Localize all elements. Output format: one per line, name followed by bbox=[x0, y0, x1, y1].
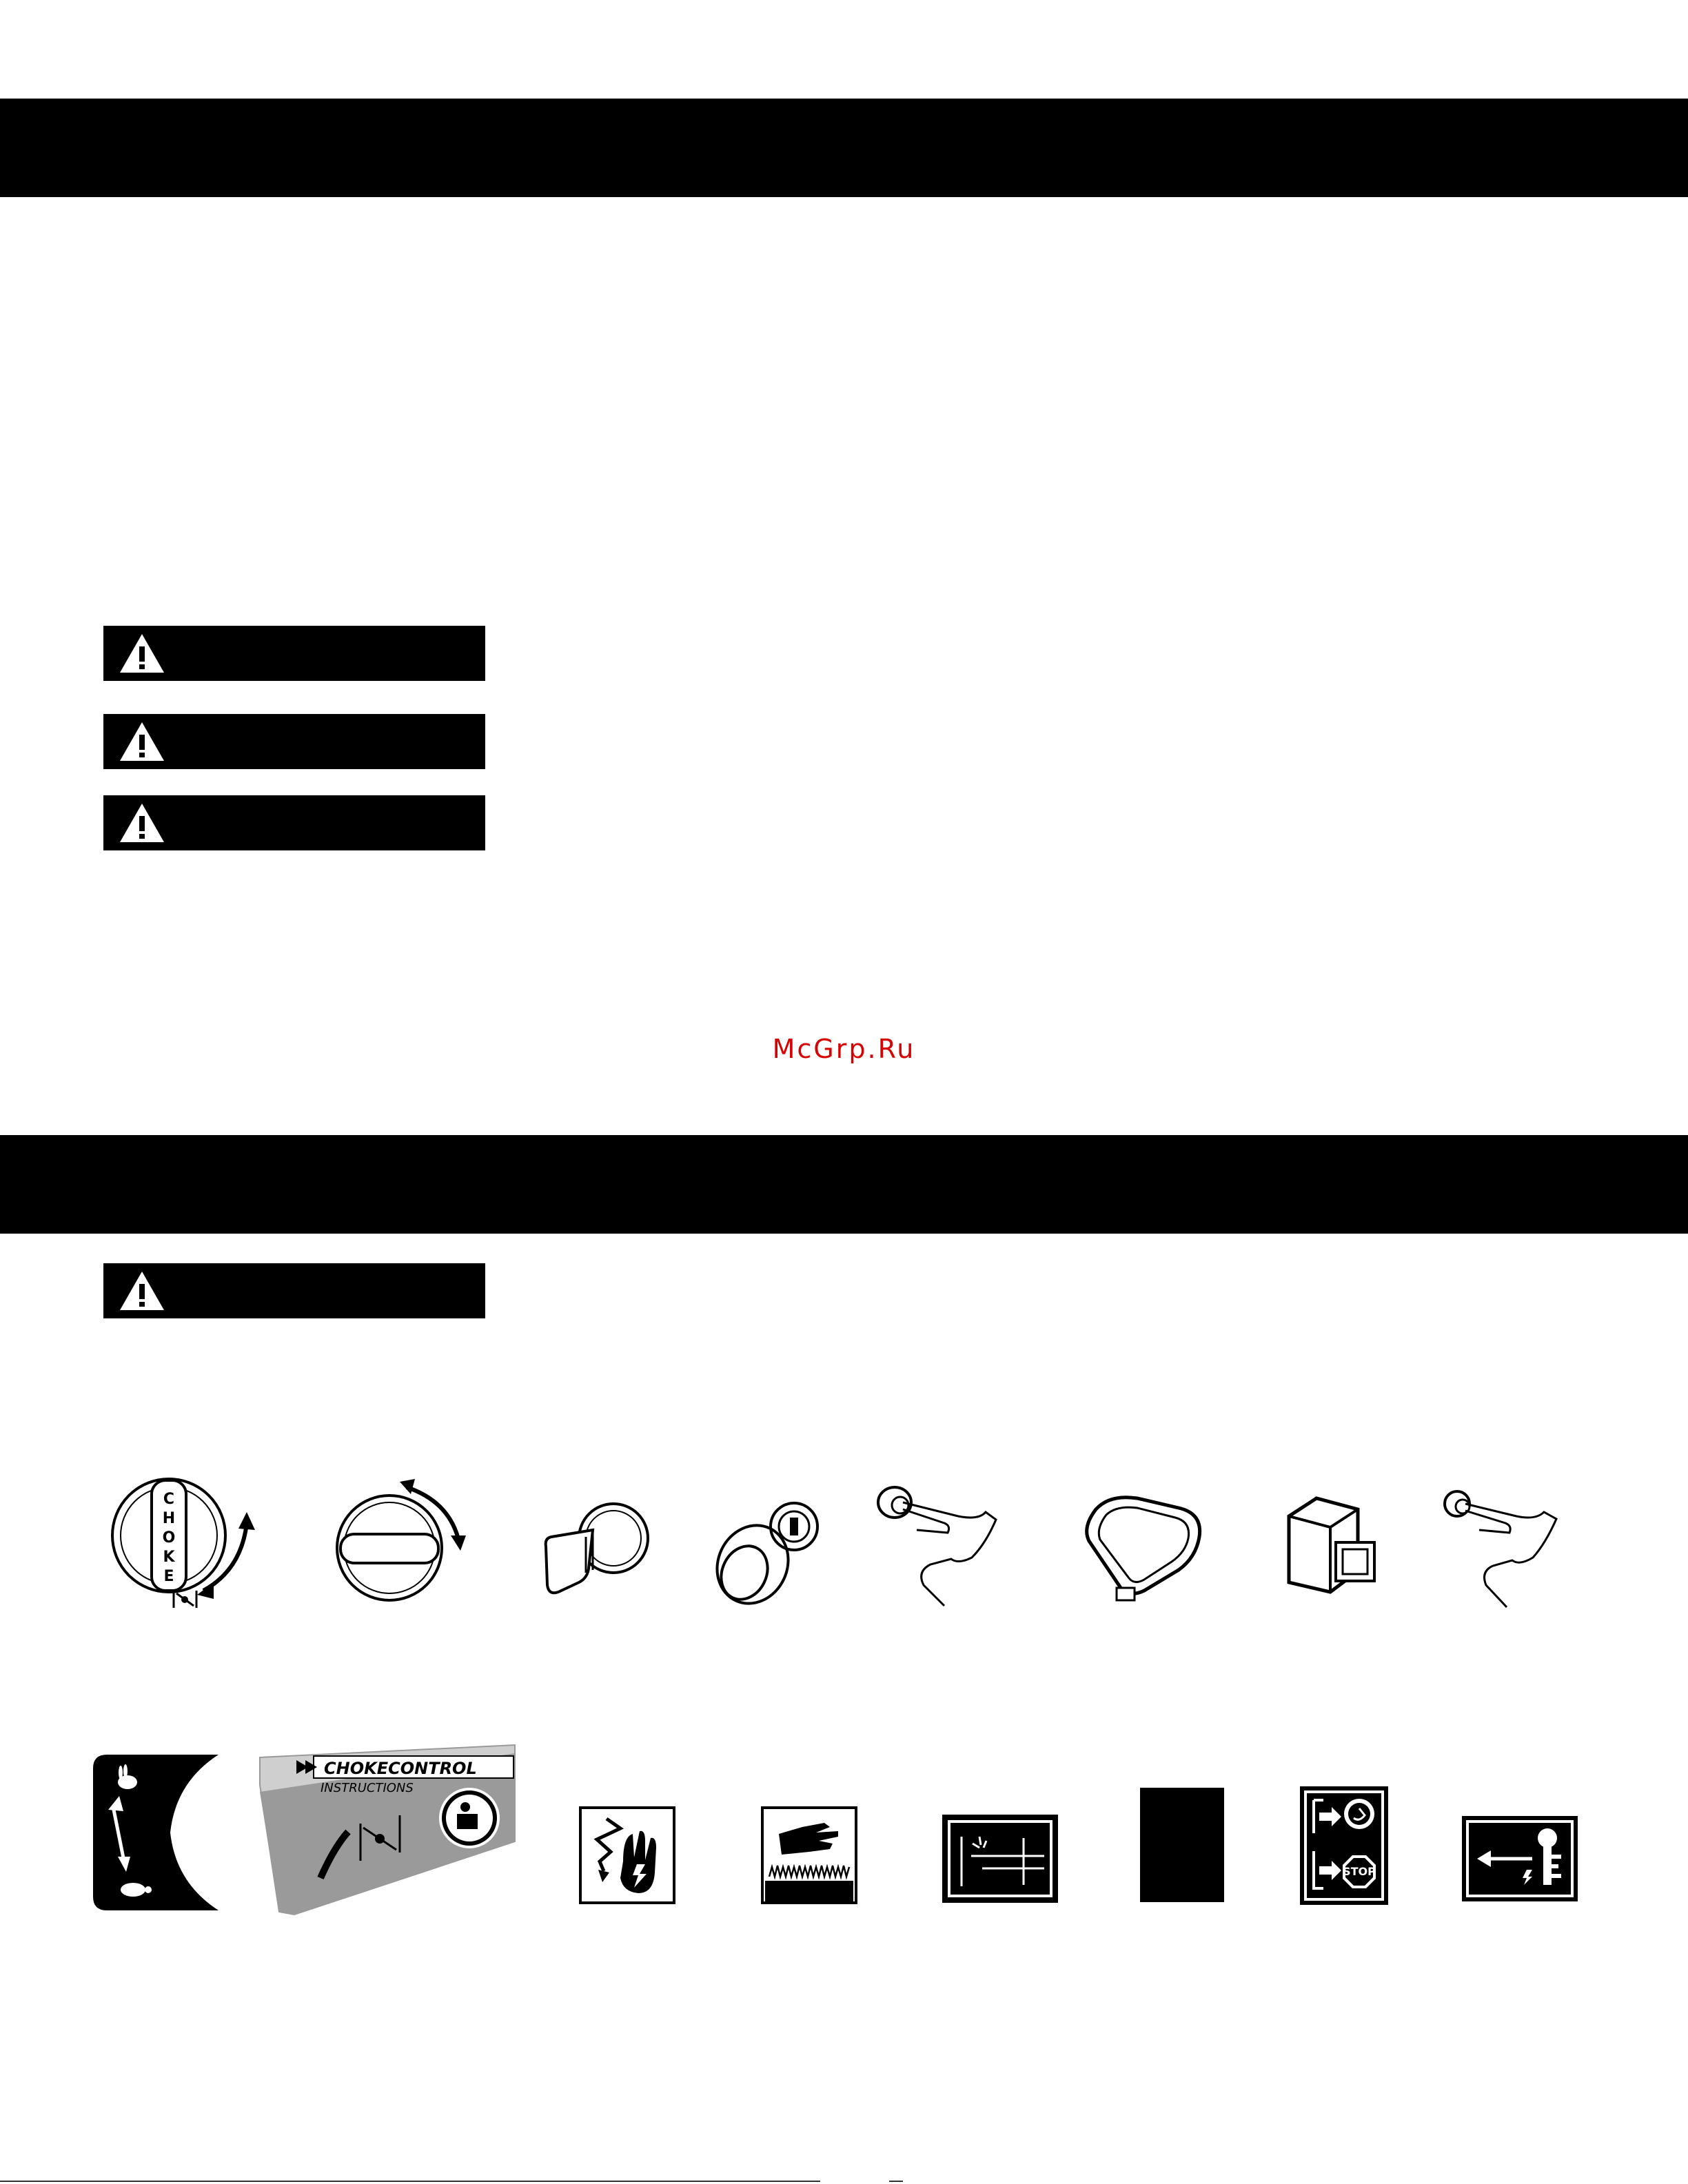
throttle-decal-icon bbox=[93, 1755, 224, 1910]
starter-handle-icon bbox=[1075, 1489, 1213, 1606]
warning-triangle-icon bbox=[117, 631, 167, 675]
outlet-plug-icon bbox=[1275, 1489, 1385, 1606]
black-decal bbox=[1140, 1788, 1224, 1902]
choke-control-decal-icon bbox=[258, 1744, 517, 1916]
push-button-icon bbox=[1441, 1489, 1578, 1613]
warning-triangle-icon bbox=[117, 720, 167, 764]
footer-rule bbox=[0, 2181, 820, 2182]
choke-letter-h: H bbox=[162, 1510, 176, 1527]
middle-header-bar bbox=[0, 1135, 1688, 1234]
choke-letter-o: O bbox=[162, 1529, 176, 1547]
choke-letter-k: K bbox=[163, 1549, 175, 1566]
choke-letter-c: C bbox=[163, 1491, 175, 1508]
choke-control-subtitle: INSTRUCTIONS bbox=[321, 1781, 414, 1795]
footer-mark bbox=[889, 2181, 903, 2182]
start-stop-decal-icon bbox=[1299, 1785, 1390, 1906]
read-manual-icon bbox=[460, 1802, 470, 1812]
top-header-bar bbox=[0, 99, 1688, 197]
warning-label bbox=[103, 795, 485, 850]
shock-hazard-icon bbox=[579, 1806, 675, 1904]
hot-surface-icon bbox=[761, 1806, 857, 1904]
warning-label bbox=[103, 1263, 485, 1318]
choke-control-title: CHOKECONTROL bbox=[324, 1759, 477, 1778]
stop-label: STOP bbox=[1343, 1865, 1376, 1878]
spark-plug-decal-icon bbox=[941, 1813, 1059, 1904]
warning-triangle-icon bbox=[117, 801, 167, 845]
warning-triangle-icon bbox=[117, 1269, 167, 1313]
primer-bulb-icon bbox=[875, 1482, 1013, 1613]
watermark: McGrp.Ru bbox=[772, 1034, 916, 1064]
turtle-icon bbox=[121, 1883, 145, 1897]
choke-letter-e: E bbox=[163, 1568, 174, 1585]
choke-knob-icon bbox=[110, 1467, 269, 1611]
toggle-switch-icon bbox=[538, 1496, 655, 1606]
warning-label bbox=[103, 626, 485, 681]
key-decal-icon bbox=[1461, 1815, 1579, 1903]
key-switch-icon bbox=[710, 1496, 827, 1606]
warning-label bbox=[103, 714, 485, 769]
fuel-valve-knob-icon bbox=[324, 1467, 476, 1611]
